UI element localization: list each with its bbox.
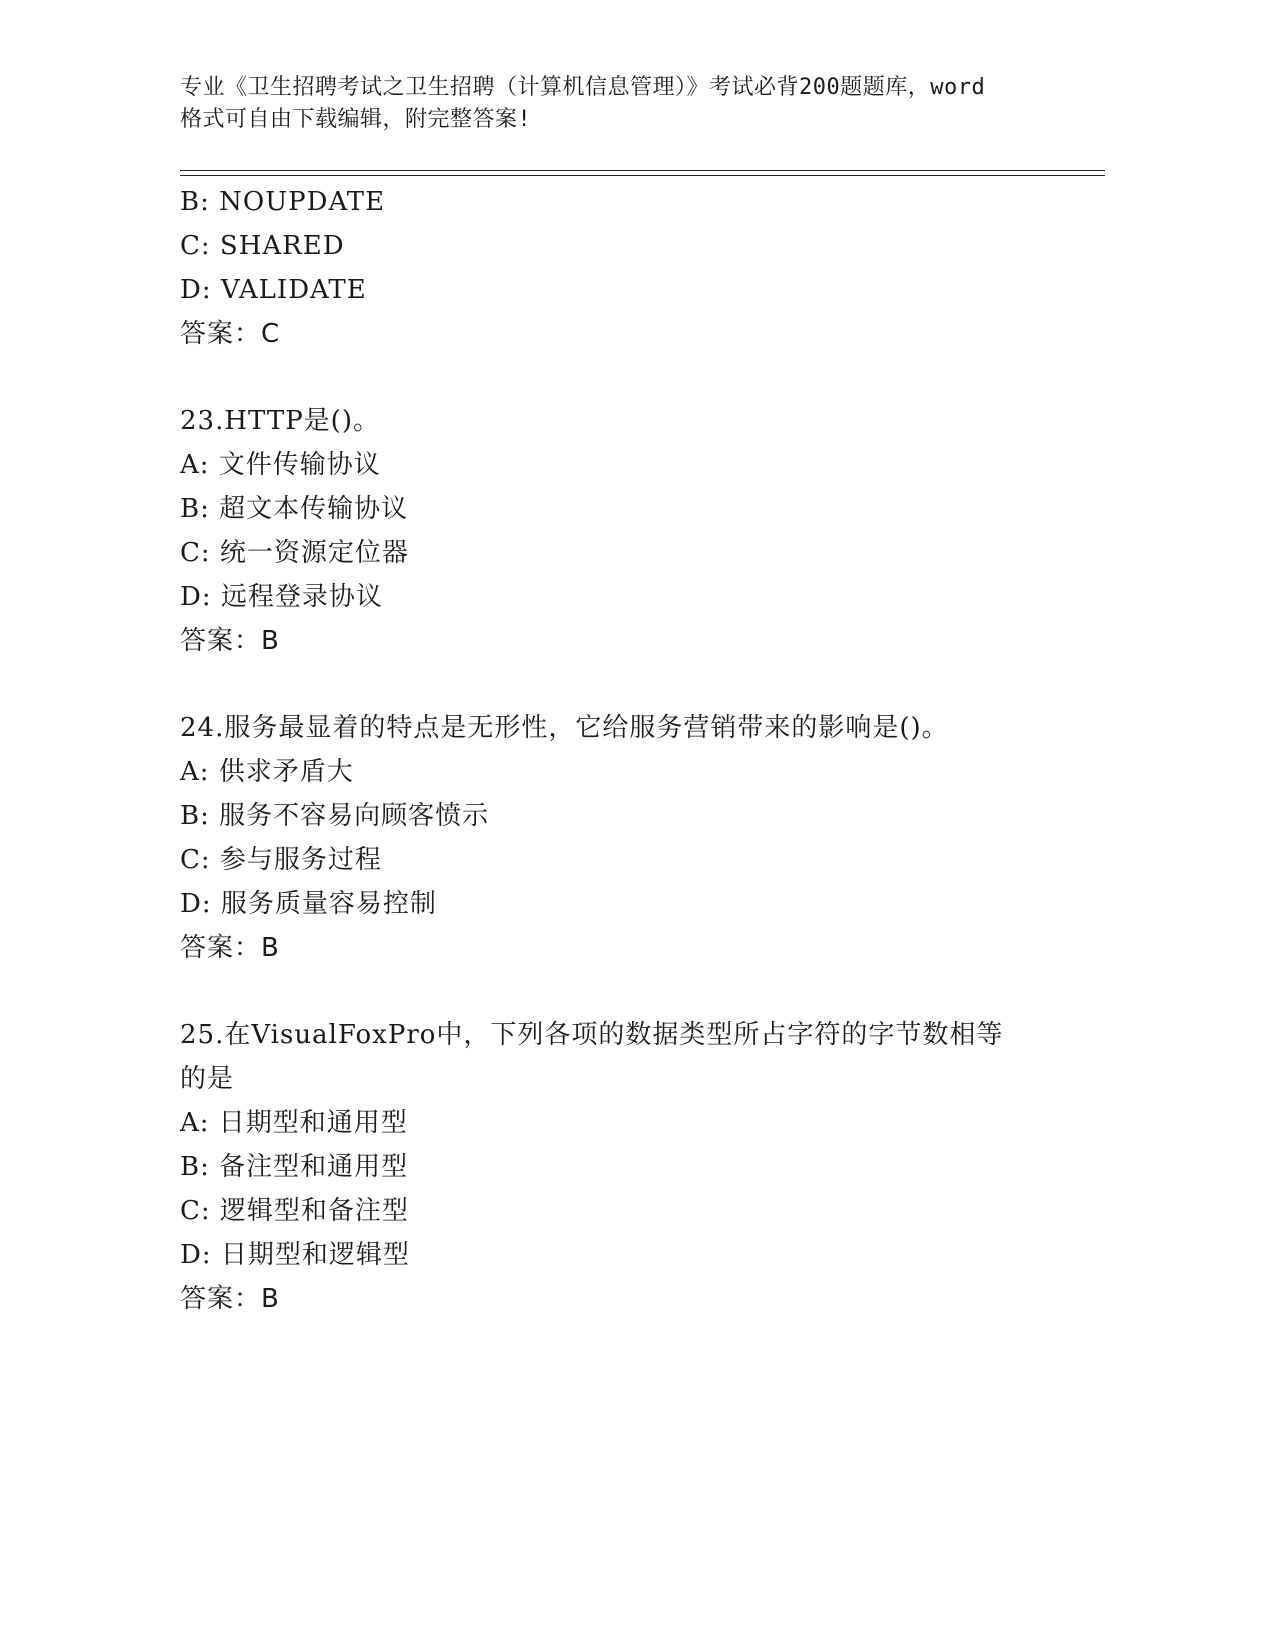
header-divider-top <box>180 170 1105 171</box>
header-line-1: 专业《卫生招聘考试之卫生招聘（计算机信息管理）》考试必背200题题库，word <box>180 75 986 100</box>
question-text: 24.服务最显着的特点是无形性，它给服务营销带来的影响是()。 <box>180 713 949 743</box>
spacer <box>180 356 1080 399</box>
question-text-line-2: 的是 <box>180 1064 235 1094</box>
option-a: A: 文件传输协议 <box>180 450 381 480</box>
spacer <box>180 663 1080 706</box>
option-c: C: SHARED <box>180 231 345 261</box>
option-a: A: 供求矛盾大 <box>180 757 354 787</box>
option-d: D: 服务质量容易控制 <box>180 889 437 919</box>
option-b: B: NOUPDATE <box>180 187 386 217</box>
answer-line: 答案：B <box>180 626 280 656</box>
spacer <box>180 970 1080 1013</box>
question-24 <box>180 706 1080 970</box>
option-b: B: 服务不容易向顾客愤示 <box>180 801 490 831</box>
option-b: B: 备注型和通用型 <box>180 1152 409 1182</box>
option-d: D: 远程登录协议 <box>180 582 383 612</box>
option-b: B: 超文本传输协议 <box>180 494 409 524</box>
answer-line: 答案：B <box>180 933 280 963</box>
answer-line: 答案：B <box>180 1284 280 1314</box>
option-d: D: 日期型和逻辑型 <box>180 1240 410 1270</box>
answer-line: 答案：C <box>180 319 281 349</box>
option-c: C: 逻辑型和备注型 <box>180 1196 409 1226</box>
option-c: C: 统一资源定位器 <box>180 538 409 568</box>
question-list <box>180 180 1080 1321</box>
document-header <box>180 72 1060 136</box>
option-c: C: 参与服务过程 <box>180 845 382 875</box>
question-25 <box>180 1013 1080 1321</box>
question-23 <box>180 399 1080 663</box>
option-a: A: 日期型和通用型 <box>180 1108 408 1138</box>
question-text-line-1: 25.在VisualFoxPro中，下列各项的数据类型所占字符的字节数相等 <box>180 1020 1004 1050</box>
option-d: D: VALIDATE <box>180 275 367 305</box>
header-divider-bottom <box>180 175 1105 176</box>
header-line-2: 格式可自由下载编辑，附完整答案! <box>180 107 532 132</box>
question-partial <box>180 180 1080 356</box>
question-text: 23.HTTP是()。 <box>180 406 380 436</box>
